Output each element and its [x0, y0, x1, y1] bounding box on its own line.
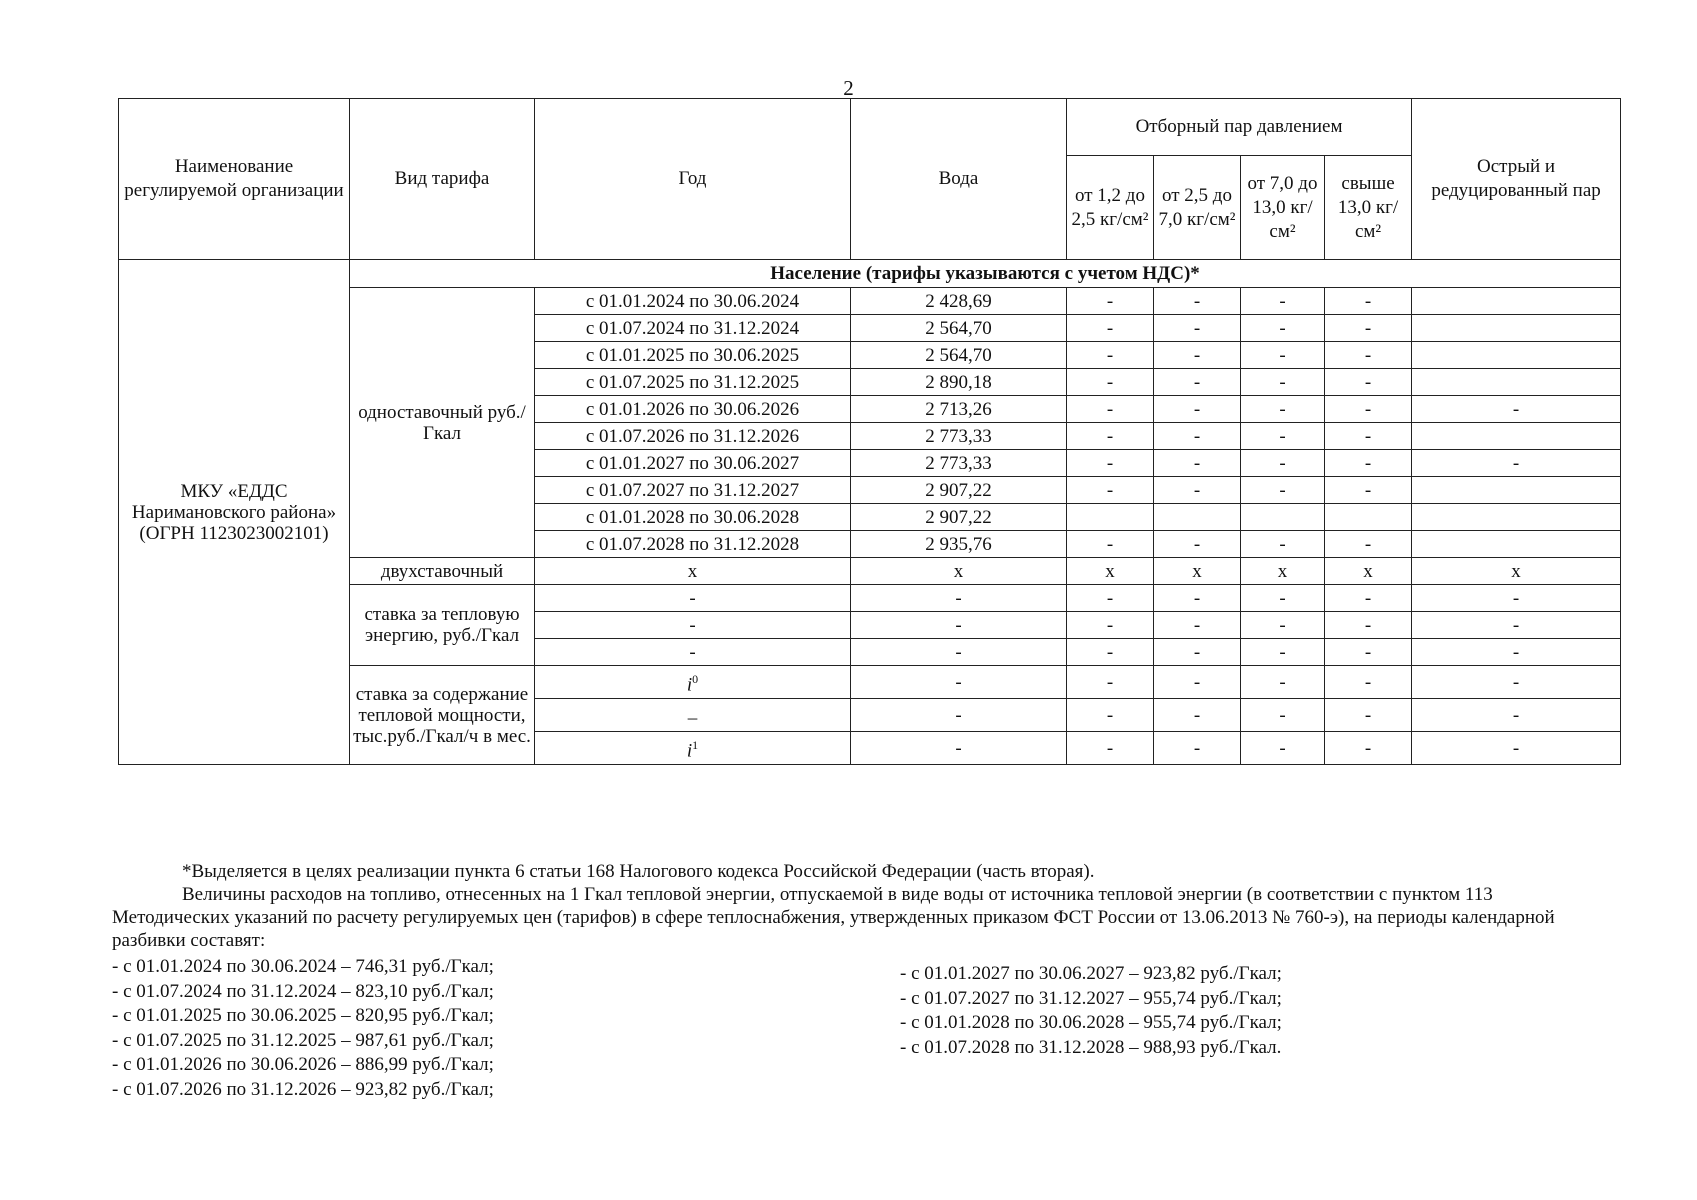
capacity-rate-value: -: [1067, 732, 1154, 765]
page-number: 2: [843, 76, 854, 100]
steam-p3-value: [1241, 504, 1325, 531]
steam-p1-value: -: [1067, 369, 1154, 396]
header-p2: от 2,5 до 7,0 кг/см²: [1154, 156, 1241, 260]
capacity-rate-value: -: [1154, 732, 1241, 765]
header-year: Год: [535, 99, 851, 260]
header-steam-group: Отборный пар давлением: [1067, 99, 1412, 156]
energy-rate-value: -: [1241, 639, 1325, 666]
one-rate-label: одноставочный руб./Гкал: [350, 288, 535, 558]
period-cell: с 01.07.2025 по 31.12.2025: [535, 369, 851, 396]
steam-p2-value: -: [1154, 531, 1241, 558]
energy-rate-value: -: [851, 585, 1067, 612]
capacity-rate-value: -: [1325, 699, 1412, 732]
energy-rate-value: -: [535, 612, 851, 639]
energy-rate-value: -: [1067, 585, 1154, 612]
steam-p1-value: -: [1067, 315, 1154, 342]
two-rate-value: x: [535, 558, 851, 585]
fuel-paragraph: Величины расходов на топливо, отнесенных на 1 Гкал тепловой энергии, отпускаемой в виде воды от источника тепловой энергии (в соответствии с пунктом 113 Методических указаний по расчету регулируемых цен (тарифов) в сфере теплоснабжения, утвержденных приказом ФСТ России от 13.06.2013 № 760-э), на периоды календарной разбивки составят:: [112, 884, 1555, 951]
fuel-cost-line: - с 01.01.2027 по 30.06.2027 – 923,82 руб./Гкал;: [900, 963, 1282, 984]
fuel-cost-line: - с 01.07.2026 по 31.12.2026 – 923,82 руб./Гкал;: [112, 1078, 494, 1100]
capacity-rate-value: -: [851, 666, 1067, 699]
capacity-year-cell: [535, 666, 851, 699]
steam-p2-value: -: [1154, 450, 1241, 477]
fuel-cost-line: - с 01.01.2024 по 30.06.2024 – 746,31 руб./Гкал;: [112, 956, 494, 977]
period-cell: с 01.07.2026 по 31.12.2026: [535, 423, 851, 450]
steam-p1-value: -: [1067, 396, 1154, 423]
steam-p4-value: -: [1325, 369, 1412, 396]
capacity-year-cell: [535, 699, 851, 732]
capacity-rate-value: -: [1325, 666, 1412, 699]
fuel-cost-line: - с 01.01.2025 по 30.06.2025 – 820,95 руб./Гкал;: [112, 1005, 494, 1026]
energy-rate-value: -: [1325, 585, 1412, 612]
energy-rate-value: -: [1154, 585, 1241, 612]
water-value: 2 935,76: [851, 531, 1067, 558]
capacity-rate-value: -: [851, 699, 1067, 732]
energy-rate-value: -: [1412, 639, 1621, 666]
steam-p4-value: [1325, 504, 1412, 531]
capacity-rate-value: -: [1067, 666, 1154, 699]
fuel-costs-right: [900, 962, 1282, 1060]
energy-rate-value: -: [1325, 639, 1412, 666]
energy-rate-value: -: [1241, 585, 1325, 612]
period-cell: с 01.07.2027 по 31.12.2027: [535, 477, 851, 504]
energy-rate-label: ставка за тепловую энергию, руб./Гкал: [350, 585, 535, 666]
capacity-year-symbol: i: [686, 740, 693, 762]
capacity-rate-value: -: [1412, 666, 1621, 699]
energy-rate-value: -: [1067, 612, 1154, 639]
sharp-steam-value: [1412, 477, 1621, 504]
energy-rate-value: -: [1412, 612, 1621, 639]
water-value: 2 713,26: [851, 396, 1067, 423]
section-title: Население (тарифы указываются с учетом НДС)*: [350, 260, 1621, 288]
steam-p1-value: -: [1067, 531, 1154, 558]
water-value: 2 428,69: [851, 288, 1067, 315]
fuel-cost-line: - с 01.07.2027 по 31.12.2027 – 955,74 руб./Гкал;: [900, 987, 1282, 1009]
capacity-rate-value: -: [1412, 732, 1621, 765]
header-sharp-steam: Острый и редуцированный пар: [1412, 99, 1621, 260]
water-value: 2 773,33: [851, 423, 1067, 450]
steam-p4-value: -: [1325, 423, 1412, 450]
fuel-cost-line: - с 01.01.2026 по 30.06.2026 – 886,99 руб./Гкал;: [112, 1054, 494, 1075]
sharp-steam-value: -: [1412, 450, 1621, 477]
steam-p4-value: -: [1325, 477, 1412, 504]
steam-p3-value: -: [1241, 315, 1325, 342]
sharp-steam-value: [1412, 504, 1621, 531]
steam-p3-value: -: [1241, 396, 1325, 423]
header-tariff-type: Вид тарифа: [350, 99, 535, 260]
energy-rate-value: -: [851, 639, 1067, 666]
header-p4: свыше 13,0 кг/см²: [1325, 156, 1412, 260]
energy-rate-value: -: [535, 639, 851, 666]
two-rate-value: x: [1154, 558, 1241, 585]
capacity-rate-value: -: [1067, 699, 1154, 732]
steam-p4-value: -: [1325, 450, 1412, 477]
period-cell: с 01.01.2026 по 30.06.2026: [535, 396, 851, 423]
sharp-steam-value: [1412, 531, 1621, 558]
steam-p4-value: -: [1325, 288, 1412, 315]
steam-p2-value: -: [1154, 396, 1241, 423]
energy-rate-value: -: [1325, 612, 1412, 639]
organization-name: МКУ «ЕДДС Наримановского района» (ОГРН 1123023002101): [119, 260, 350, 765]
fuel-cost-line: - с 01.07.2024 по 31.12.2024 – 823,10 руб./Гкал;: [112, 980, 494, 1002]
period-cell: с 01.07.2024 по 31.12.2024: [535, 315, 851, 342]
period-cell: с 01.01.2027 по 30.06.2027: [535, 450, 851, 477]
energy-rate-value: -: [1412, 585, 1621, 612]
energy-rate-value: -: [1154, 612, 1241, 639]
water-value: 2 907,22: [851, 477, 1067, 504]
capacity-year-superscript: 0: [692, 671, 699, 686]
two-rate-value: x: [851, 558, 1067, 585]
fuel-costs-left: [112, 955, 494, 1102]
notes: [112, 860, 1612, 952]
steam-p4-value: -: [1325, 396, 1412, 423]
energy-rate-value: -: [1241, 612, 1325, 639]
period-cell: с 01.01.2024 по 30.06.2024: [535, 288, 851, 315]
sharp-steam-value: -: [1412, 396, 1621, 423]
steam-p1-value: -: [1067, 423, 1154, 450]
capacity-rate-value: -: [1154, 666, 1241, 699]
period-cell: с 01.01.2028 по 30.06.2028: [535, 504, 851, 531]
steam-p2-value: -: [1154, 369, 1241, 396]
capacity-rate-value: -: [1241, 699, 1325, 732]
steam-p2-value: -: [1154, 477, 1241, 504]
sharp-steam-value: [1412, 342, 1621, 369]
steam-p2-value: -: [1154, 423, 1241, 450]
header-org: Наименование регулируемой организации: [119, 99, 350, 260]
period-cell: с 01.07.2028 по 31.12.2028: [535, 531, 851, 558]
capacity-year-symbol: i: [686, 674, 693, 696]
capacity-rate-value: -: [851, 732, 1067, 765]
fuel-cost-line: - с 01.01.2028 по 30.06.2028 – 955,74 руб./Гкал;: [900, 1012, 1282, 1033]
header-p3: от 7,0 до 13,0 кг/см²: [1241, 156, 1325, 260]
water-value: 2 564,70: [851, 342, 1067, 369]
capacity-rate-value: -: [1154, 699, 1241, 732]
capacity-year-cell: [535, 732, 851, 765]
capacity-year-symbol: –: [687, 707, 698, 729]
steam-p1-value: -: [1067, 288, 1154, 315]
steam-p3-value: -: [1241, 450, 1325, 477]
steam-p3-value: -: [1241, 531, 1325, 558]
fuel-cost-line: - с 01.07.2028 по 31.12.2028 – 988,93 руб./Гкал.: [900, 1036, 1282, 1058]
capacity-rate-value: -: [1412, 699, 1621, 732]
water-value: 2 890,18: [851, 369, 1067, 396]
sharp-steam-value: [1412, 423, 1621, 450]
water-value: 2 907,22: [851, 504, 1067, 531]
sharp-steam-value: [1412, 288, 1621, 315]
capacity-rate-value: -: [1241, 666, 1325, 699]
steam-p3-value: -: [1241, 423, 1325, 450]
energy-rate-value: -: [1154, 639, 1241, 666]
header-water: Вода: [851, 99, 1067, 260]
steam-p2-value: -: [1154, 288, 1241, 315]
energy-rate-value: -: [535, 585, 851, 612]
steam-p4-value: -: [1325, 315, 1412, 342]
energy-rate-value: -: [1067, 639, 1154, 666]
steam-p4-value: -: [1325, 531, 1412, 558]
two-rate-value: x: [1325, 558, 1412, 585]
steam-p1-value: -: [1067, 342, 1154, 369]
header-row-1: [119, 99, 1621, 156]
steam-p1-value: -: [1067, 450, 1154, 477]
capacity-rate-value: -: [1325, 732, 1412, 765]
energy-rate-value: -: [851, 612, 1067, 639]
steam-p2-value: -: [1154, 315, 1241, 342]
section-row: [119, 260, 1621, 288]
sharp-steam-value: [1412, 315, 1621, 342]
tariff-table: [118, 98, 1621, 765]
two-rate-value: x: [1241, 558, 1325, 585]
sharp-steam-value: [1412, 369, 1621, 396]
steam-p4-value: -: [1325, 342, 1412, 369]
two-rate-label: двухставочный: [350, 558, 535, 585]
capacity-year-superscript: 1: [692, 737, 699, 752]
steam-p2-value: -: [1154, 342, 1241, 369]
water-value: 2 773,33: [851, 450, 1067, 477]
steam-p1-value: [1067, 504, 1154, 531]
steam-p3-value: -: [1241, 342, 1325, 369]
period-cell: с 01.01.2025 по 30.06.2025: [535, 342, 851, 369]
steam-p3-value: -: [1241, 369, 1325, 396]
steam-p2-value: [1154, 504, 1241, 531]
steam-p1-value: -: [1067, 477, 1154, 504]
capacity-rate-label: ставка за содержание тепловой мощности, тыс.руб./Гкал/ч в мес.: [350, 666, 535, 765]
footnote: *Выделяется в целях реализации пункта 6 статьи 168 Налогового кодекса Российской Федерации (часть вторая).: [182, 861, 1095, 882]
capacity-rate-value: -: [1241, 732, 1325, 765]
water-value: 2 564,70: [851, 315, 1067, 342]
fuel-cost-line: - с 01.07.2025 по 31.12.2025 – 987,61 руб./Гкал;: [112, 1029, 494, 1051]
two-rate-value: x: [1067, 558, 1154, 585]
steam-p3-value: -: [1241, 288, 1325, 315]
two-rate-value: x: [1412, 558, 1621, 585]
steam-p3-value: -: [1241, 477, 1325, 504]
header-p1: от 1,2 до 2,5 кг/см²: [1067, 156, 1154, 260]
